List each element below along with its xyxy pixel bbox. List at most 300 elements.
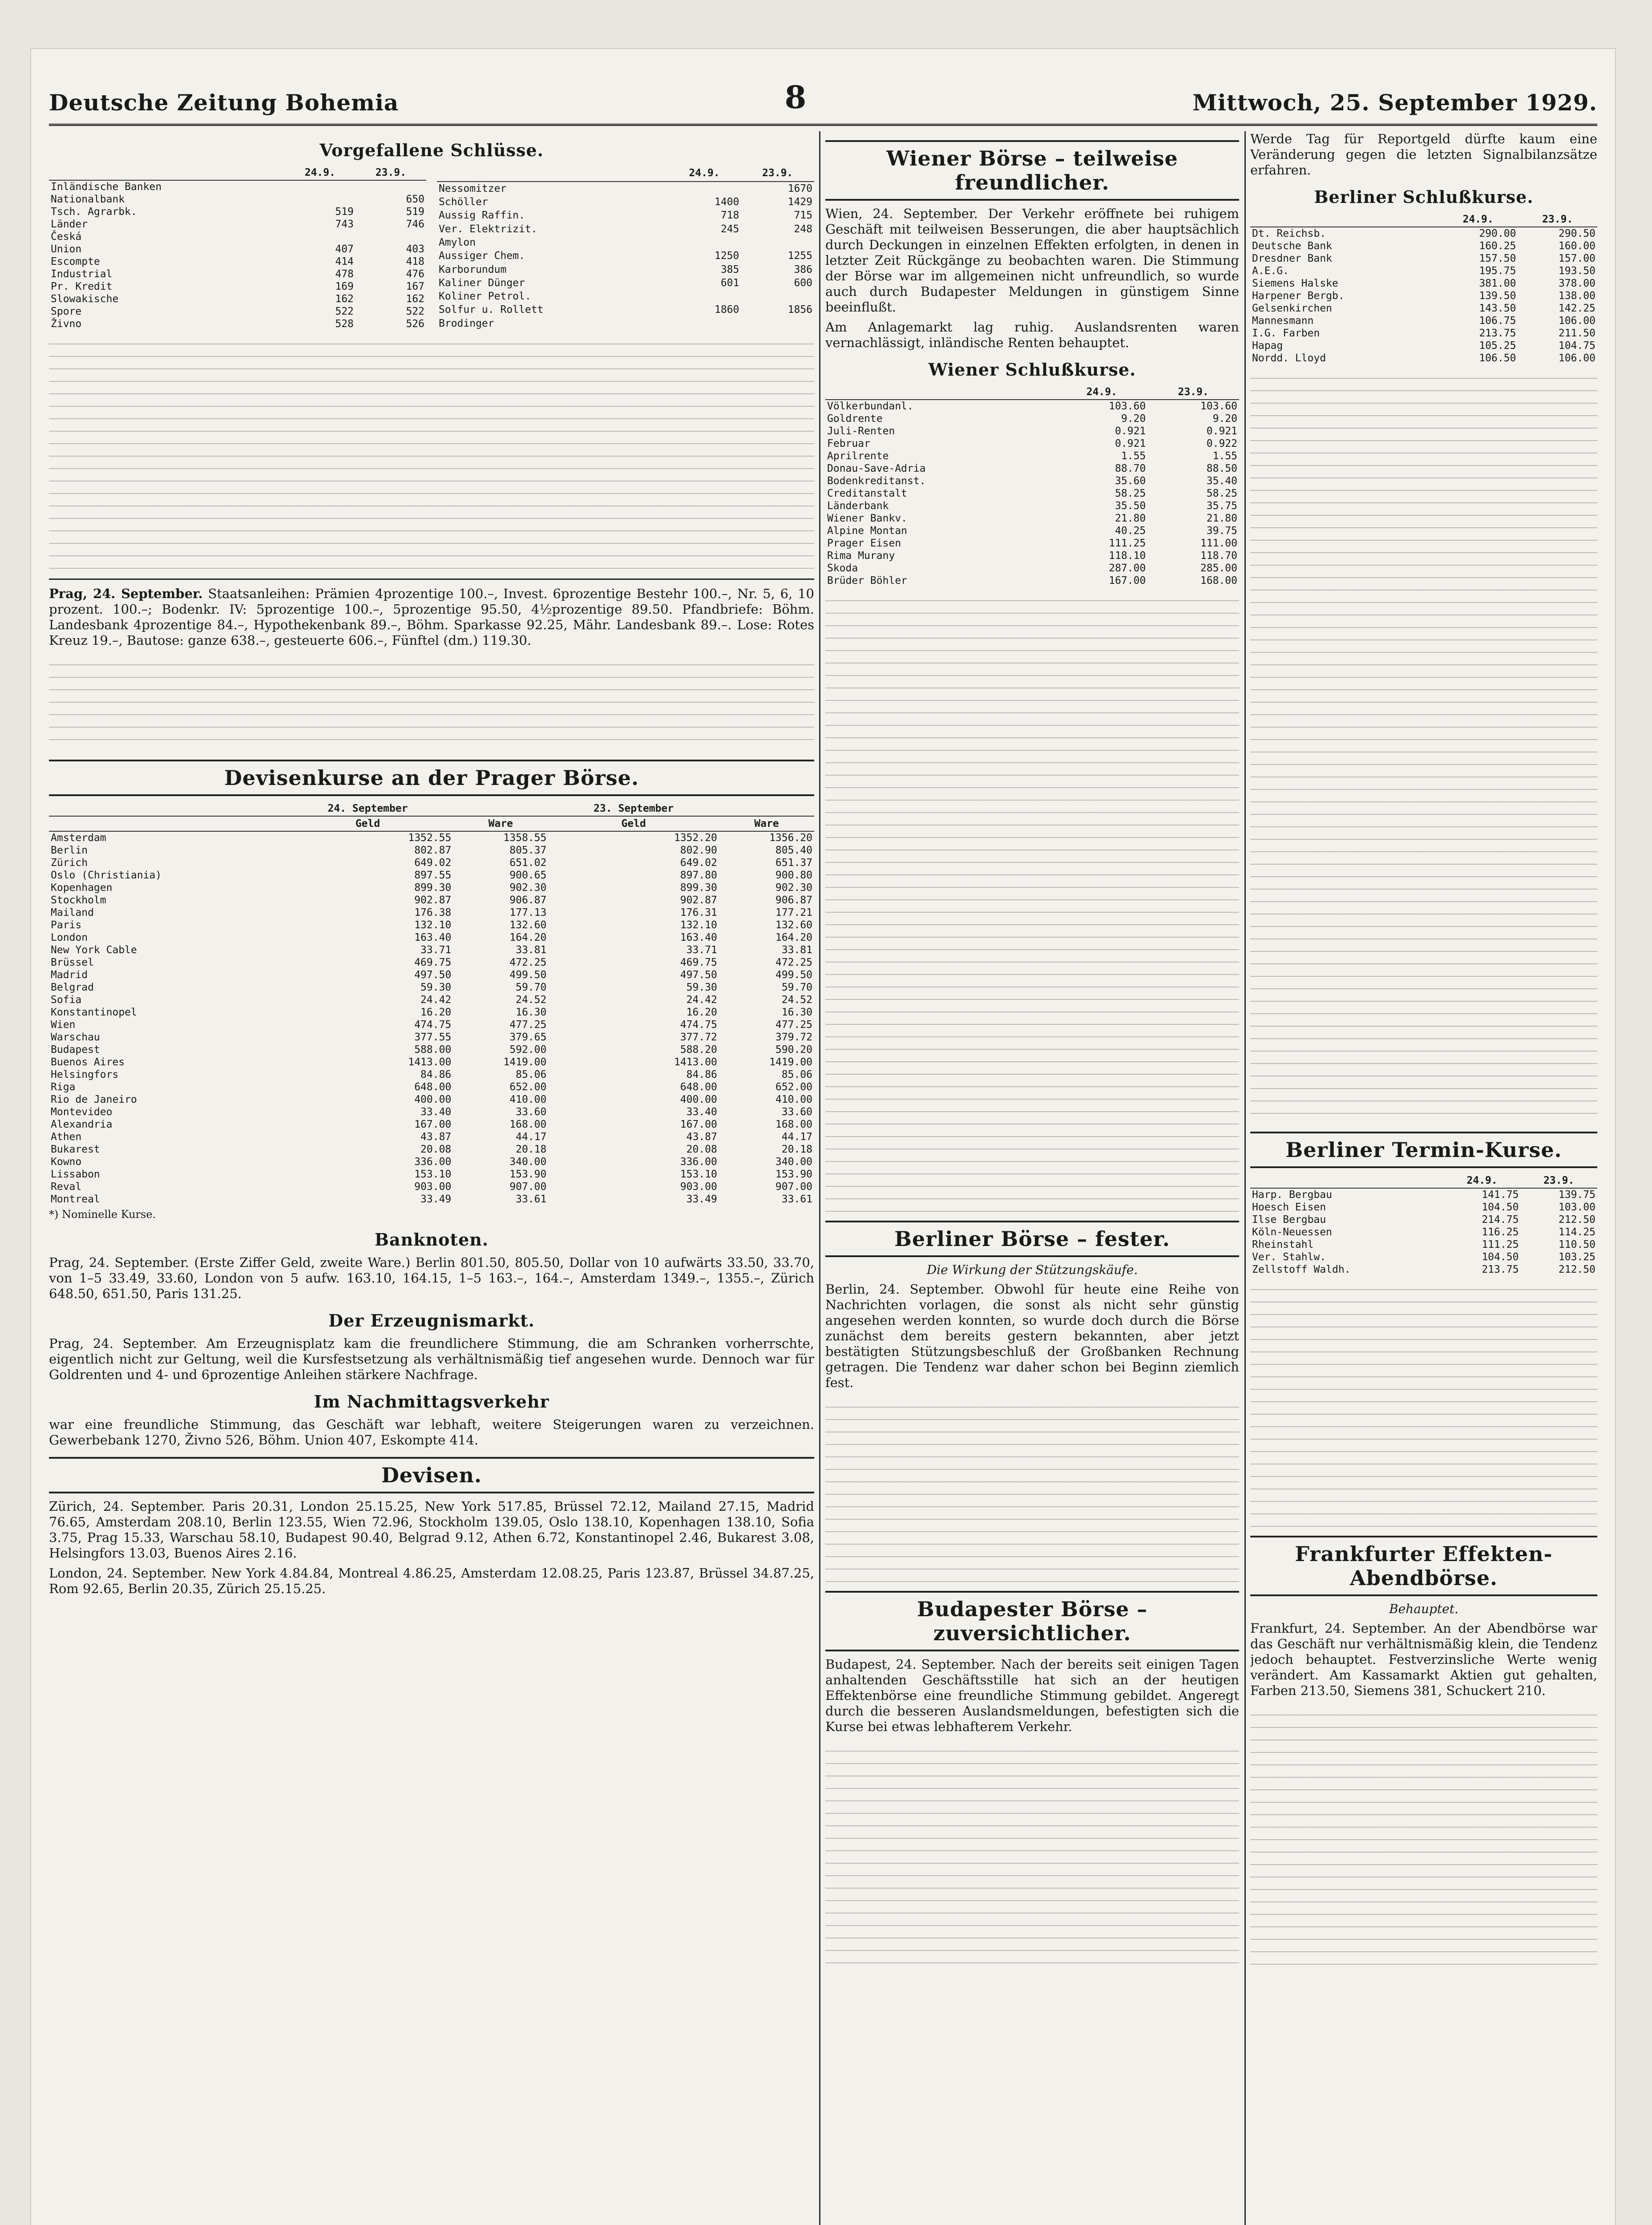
berlin-continued xyxy=(825,1395,1239,1582)
row-value: 24.52 xyxy=(516,994,547,1006)
row-value: 379.65 xyxy=(509,1032,547,1043)
row-value: 469.75 xyxy=(680,957,717,968)
row-value: 902.30 xyxy=(509,882,547,894)
table-row xyxy=(49,1019,814,1031)
table-row xyxy=(825,525,1239,537)
row-value: 58.25 xyxy=(1206,488,1237,499)
schluesse-tables xyxy=(49,166,814,330)
row-label: Rheinstahl xyxy=(1252,1239,1314,1250)
row-value: 477.25 xyxy=(775,1019,812,1031)
row-value: 715 xyxy=(794,210,812,222)
row-label: Harpener Bergb. xyxy=(1252,290,1345,302)
table-row xyxy=(49,1056,814,1068)
row-label: Madrid xyxy=(51,969,88,981)
nachmittag-title: Im Nachmittagsverkehr xyxy=(314,1392,549,1412)
row-label: Česká xyxy=(51,231,82,243)
row-value: 168.00 xyxy=(1200,575,1237,587)
column-1 xyxy=(49,131,814,2225)
row-value: 103.60 xyxy=(1109,400,1146,412)
row-label: Buenos Aires xyxy=(51,1056,125,1068)
row-value xyxy=(355,231,426,243)
schluesse-table-b xyxy=(437,166,814,330)
row-value: 59.30 xyxy=(686,982,717,993)
row-value: 153.10 xyxy=(680,1169,717,1180)
devisen2-title: Devisen. xyxy=(49,1457,814,1493)
row-value: 21.80 xyxy=(1115,513,1146,524)
row-label: A.E.G. xyxy=(1252,265,1289,277)
column-header xyxy=(825,385,1056,400)
column-header: 23. September xyxy=(548,801,719,816)
table-row xyxy=(49,1168,814,1181)
table-row xyxy=(437,195,814,209)
row-label: Ilse Bergbau xyxy=(1252,1214,1326,1226)
table-row xyxy=(437,182,814,195)
table-row xyxy=(1250,1251,1597,1263)
table-row xyxy=(825,574,1239,587)
row-value: 651.37 xyxy=(775,857,812,869)
row-value: 906.87 xyxy=(775,894,812,906)
row-value: 33.49 xyxy=(420,1193,452,1205)
column-header xyxy=(719,801,814,816)
row-label: Ver. Stahlw. xyxy=(1252,1251,1326,1263)
row-value: 474.75 xyxy=(414,1019,452,1031)
row-label: Reval xyxy=(51,1181,82,1193)
row-label: Nordd. Lloyd xyxy=(1252,352,1326,364)
row-value: 0.921 xyxy=(1206,425,1237,437)
row-value: 24.42 xyxy=(686,994,717,1006)
row-value: 902.87 xyxy=(680,894,717,906)
row-value: 385 xyxy=(720,263,739,275)
row-value: 139.50 xyxy=(1479,290,1516,302)
row-value: 805.37 xyxy=(509,845,547,856)
table-header-row xyxy=(49,801,814,816)
row-value: 85.06 xyxy=(781,1069,812,1080)
columns xyxy=(49,131,1597,2225)
row-value: 33.40 xyxy=(420,1106,452,1118)
row-value: 213.75 xyxy=(1482,1264,1519,1275)
row-value: 167 xyxy=(406,281,424,292)
row-value: 519 xyxy=(335,206,354,218)
table-row xyxy=(49,318,426,330)
column-header: 24.9. xyxy=(1056,385,1148,400)
row-value: 35.75 xyxy=(1206,500,1237,512)
london-text: London, 24. September. New York 4.84.84, Montreal 4.86.25, Amsterdam 12.08.25, Paris 123.87, Brüssel 34.87.25, Rom 92.65, Berlin 20.35, Zürich 25.15.25. xyxy=(49,1566,814,1596)
row-value: 111.00 xyxy=(1200,538,1237,549)
table-row xyxy=(49,268,426,280)
row-value: 472.25 xyxy=(509,957,547,968)
devisen-title: Devisenkurse an der Prager Börse. xyxy=(49,760,814,796)
row-value: 164.20 xyxy=(775,932,812,943)
row-value: 106.50 xyxy=(1479,352,1516,364)
row-value: 718 xyxy=(720,210,739,222)
table-row xyxy=(49,882,814,894)
row-value: 802.90 xyxy=(680,845,717,856)
frankfurt-text: Frankfurt, 24. September. An der Abendbörse war das Geschäft nur verhältnismäßig klein, die Tendenz jedoch behauptet. Festverzinsliche Werte wenig verändert. Am Kassamarkt Aktien gut gehalten, Farben 213.50, Siemens 381, Schuckert 210. xyxy=(1250,1621,1597,1698)
table-row xyxy=(1250,1238,1597,1251)
masthead xyxy=(49,80,1597,126)
column-rule xyxy=(819,131,820,2225)
row-value: 105.25 xyxy=(1479,340,1516,352)
budapest-title: Budapester Börse – zuversichtlicher. xyxy=(825,1591,1239,1651)
table-row xyxy=(1250,1188,1597,1201)
row-value: 114.25 xyxy=(1558,1226,1595,1238)
table-row xyxy=(1250,1263,1597,1276)
table-row xyxy=(825,475,1239,487)
row-value: 900.80 xyxy=(775,870,812,881)
termin-title: Berliner Termin-Kurse. xyxy=(1250,1132,1597,1168)
row-value xyxy=(741,317,814,330)
table-row xyxy=(49,831,814,844)
row-value xyxy=(285,193,355,206)
divider xyxy=(49,578,814,580)
table-header-row xyxy=(825,385,1239,400)
row-label: Wien xyxy=(51,1019,76,1031)
table-row xyxy=(825,550,1239,562)
row-value: 193.50 xyxy=(1558,265,1595,277)
table-row xyxy=(1250,1226,1597,1238)
row-value: 168.00 xyxy=(509,1119,547,1130)
row-label: New York Cable xyxy=(51,944,137,956)
row-label: Aprilrente xyxy=(827,450,889,462)
row-value: 162 xyxy=(335,293,354,305)
table-row xyxy=(49,218,426,231)
table-row xyxy=(49,231,426,243)
row-value: 153.10 xyxy=(414,1169,452,1180)
row-value: 33.49 xyxy=(686,1193,717,1205)
column-3 xyxy=(1250,131,1597,2225)
row-value: 902.30 xyxy=(775,882,812,894)
table-row xyxy=(49,956,814,969)
row-value: 478 xyxy=(335,268,354,280)
row-value: 106.75 xyxy=(1479,315,1516,327)
row-value: 340.00 xyxy=(509,1156,547,1168)
table-row xyxy=(49,1143,814,1156)
column-subheader xyxy=(49,816,283,831)
row-value xyxy=(668,317,741,330)
row-value: 118.10 xyxy=(1109,550,1146,562)
row-value: 167.00 xyxy=(414,1119,452,1130)
wien-title: Wiener Börse – teilweise freundlicher. xyxy=(825,140,1239,201)
row-value: 386 xyxy=(794,263,812,275)
row-value: 118.70 xyxy=(1200,550,1237,562)
column-header xyxy=(1250,1173,1444,1188)
row-value: 103.25 xyxy=(1558,1251,1595,1263)
row-label: Escompte xyxy=(51,256,100,267)
table-row xyxy=(437,249,814,263)
column-subheader: Geld xyxy=(548,816,719,831)
table-row xyxy=(825,500,1239,512)
row-value: 899.30 xyxy=(680,882,717,894)
row-value: 1352.55 xyxy=(408,832,452,844)
row-value: 132.10 xyxy=(680,919,717,931)
row-value: 526 xyxy=(406,318,424,330)
row-value: 164.20 xyxy=(509,932,547,943)
row-value: 588.20 xyxy=(680,1044,717,1056)
table-row xyxy=(1250,1214,1597,1226)
row-label: Harp. Bergbau xyxy=(1252,1189,1333,1201)
table-row xyxy=(1250,265,1597,277)
table-row xyxy=(49,1031,814,1044)
row-value: 648.00 xyxy=(680,1081,717,1093)
row-label: Helsingfors xyxy=(51,1069,119,1080)
table-row xyxy=(49,1081,814,1093)
row-value: 290.00 xyxy=(1479,228,1516,239)
column-header xyxy=(437,166,668,182)
row-value: 33.81 xyxy=(781,944,812,956)
row-value: 33.61 xyxy=(781,1193,812,1205)
row-value: 899.30 xyxy=(414,882,452,894)
row-value: 902.87 xyxy=(414,894,452,906)
table-header-row xyxy=(49,166,426,180)
row-value: 163.40 xyxy=(680,932,717,943)
table-row xyxy=(49,869,814,882)
table-row xyxy=(437,222,814,236)
row-label: Kopenhagen xyxy=(51,882,113,894)
prague-continued xyxy=(49,653,814,751)
row-label: Hapag xyxy=(1252,340,1283,352)
newspaper-page xyxy=(31,49,1615,2225)
row-value: 1356.20 xyxy=(769,832,812,844)
row-label: Wiener Bankv. xyxy=(827,513,908,524)
row-value: 290.50 xyxy=(1558,228,1595,239)
table-row xyxy=(49,857,814,869)
table-row xyxy=(437,290,814,303)
row-value xyxy=(668,182,741,195)
row-value: 245 xyxy=(720,223,739,235)
row-value: 16.30 xyxy=(781,1007,812,1018)
row-value: 153.90 xyxy=(509,1169,547,1180)
row-value: 652.00 xyxy=(775,1081,812,1093)
row-label: Länderbank xyxy=(827,500,889,512)
row-value: 9.20 xyxy=(1212,413,1237,425)
row-label: Zürich xyxy=(51,857,88,869)
row-label: Zellstoff Waldh. xyxy=(1252,1264,1351,1275)
row-label: Februar xyxy=(827,438,870,449)
table-row xyxy=(49,919,814,931)
row-label: Brüder Böhler xyxy=(827,575,908,587)
column-header: 23.9. xyxy=(1520,1173,1597,1188)
row-value: 340.00 xyxy=(775,1156,812,1168)
table-row xyxy=(825,450,1239,462)
table-row xyxy=(437,276,814,290)
row-value: 336.00 xyxy=(680,1156,717,1168)
wien-schlusskurse-table xyxy=(825,385,1239,587)
row-value: 248 xyxy=(794,223,812,235)
row-value: 43.87 xyxy=(686,1131,717,1143)
row-value: 39.75 xyxy=(1206,525,1237,537)
row-value: 900.65 xyxy=(509,870,547,881)
table-row xyxy=(49,944,814,956)
table-row xyxy=(1250,1201,1597,1214)
row-value: 103.60 xyxy=(1200,400,1237,412)
row-value: 601 xyxy=(720,277,739,289)
row-value: 33.40 xyxy=(686,1106,717,1118)
table-row xyxy=(1250,315,1597,327)
row-value xyxy=(285,231,355,243)
row-value: 588.00 xyxy=(414,1044,452,1056)
banknoten-text: Prag, 24. September. (Erste Ziffer Geld, zweite Ware.) Berlin 801.50, 805.50, Dollar von 10 aufwärts 33.50, 33.70, von 1–5 33.49, 33.60, London von 5 aufw. 163.10, 164.15, 1–5 163.–, 164.–, Amsterdam 1349.–, 1355.–, Zürich 648.50, 651.50, Paris 131.25. xyxy=(49,1255,814,1301)
table-row xyxy=(825,437,1239,450)
row-label: Rima Murany xyxy=(827,550,895,562)
row-value: 499.50 xyxy=(775,969,812,981)
row-label: Alexandria xyxy=(51,1119,113,1130)
row-value: 377.55 xyxy=(414,1032,452,1043)
column-header xyxy=(453,801,548,816)
table-row xyxy=(49,1193,814,1206)
row-value: 469.75 xyxy=(414,957,452,968)
row-label: Kaliner Dünger xyxy=(439,277,525,289)
row-label: Prager Eisen xyxy=(827,538,901,549)
row-value: 195.75 xyxy=(1479,265,1516,277)
row-value: 651.02 xyxy=(509,857,547,869)
row-label: Inländische Banken xyxy=(51,181,162,193)
budapest-text: Budapest, 24. September. Nach der bereits seit einigen Tagen anhaltenden Geschäftsstille hat sich an der heutigen Effektenbörse eine freundliche Stimmung gebildet. Angeregt durch die besseren Auslandsmeldungen, befestigten sich die Kurse bei etwas lebhafterem Verkehr. xyxy=(825,1657,1239,1734)
row-value: 418 xyxy=(406,256,424,267)
row-label: Bukarest xyxy=(51,1144,100,1155)
erzeugnis-text: Prag, 24. September. Am Erzeugnisplatz kam die freundlichere Stimmung, die am Schranken vorherrschte, eigentlich nicht zur Geltung, weil die Kursfestsetzung als verhältnismäßig tief angesehen wurde. Dennoch war für Goldrenten und 4- und 6prozentige Anleihen stärkere Nachfrage. xyxy=(49,1336,814,1382)
table-row xyxy=(1250,352,1597,364)
row-label: Goldrente xyxy=(827,413,883,425)
row-value: 336.00 xyxy=(414,1156,452,1168)
devisen-table xyxy=(49,801,814,1206)
row-label: Hoesch Eisen xyxy=(1252,1202,1326,1213)
berlin-title: Berliner Börse – fester. xyxy=(825,1221,1239,1257)
row-value: 163.40 xyxy=(414,932,452,943)
row-value: 652.00 xyxy=(509,1081,547,1093)
row-value: 160.00 xyxy=(1558,240,1595,252)
row-value: 649.02 xyxy=(680,857,717,869)
row-value xyxy=(668,236,741,249)
row-value: 139.75 xyxy=(1558,1189,1595,1201)
row-label: Aussiger Chem. xyxy=(439,250,525,262)
column-header: 24. September xyxy=(283,801,453,816)
prague-report xyxy=(49,586,814,648)
row-value: 35.40 xyxy=(1206,475,1237,487)
table-row xyxy=(49,1156,814,1168)
table-row xyxy=(437,303,814,316)
table-row xyxy=(49,243,426,255)
row-value: 9.20 xyxy=(1121,413,1146,425)
table-row xyxy=(825,562,1239,574)
row-value: 211.50 xyxy=(1558,328,1595,339)
column-header: 24.9. xyxy=(285,166,355,180)
schlusskurse-title: Wiener Schlußkurse. xyxy=(928,360,1136,380)
row-label: Slowakische xyxy=(51,293,119,305)
row-value xyxy=(741,290,814,303)
row-label: Spore xyxy=(51,306,82,317)
col3-intro: Werde Tag für Reportgeld dürfte kaum eine Veränderung gegen die letzten Signalbilanzsätze erfahren. xyxy=(1250,131,1597,178)
row-value: 1670 xyxy=(788,182,812,194)
row-value: 111.25 xyxy=(1482,1239,1519,1250)
row-label: Amsterdam xyxy=(51,832,106,844)
table-row xyxy=(49,844,814,857)
row-value: 1419.00 xyxy=(503,1056,547,1068)
row-value: 59.30 xyxy=(420,982,452,993)
row-value: 20.08 xyxy=(420,1144,452,1155)
row-value: 20.18 xyxy=(781,1144,812,1155)
row-label: Berlin xyxy=(51,845,88,856)
row-value: 106.00 xyxy=(1558,352,1595,364)
row-value: 474.75 xyxy=(680,1019,717,1031)
row-value: 212.50 xyxy=(1558,1214,1595,1226)
row-value: 519 xyxy=(406,206,424,218)
devisen-note: *) Nominelle Kurse. xyxy=(49,1208,156,1221)
row-value: 1429 xyxy=(788,196,812,208)
row-value: 43.87 xyxy=(420,1131,452,1143)
column-2 xyxy=(825,131,1239,2225)
table-row xyxy=(49,894,814,906)
row-value: 168.00 xyxy=(775,1119,812,1130)
row-value: 805.40 xyxy=(775,845,812,856)
row-value: 40.25 xyxy=(1115,525,1146,537)
row-value: 1358.55 xyxy=(503,832,547,844)
nachmittag-text: war eine freundliche Stimmung, das Geschäft war lebhaft, weitere Steigerungen waren zu verzeichnen. Gewerbebank 1270, Živno 526, Böhm. Union 407, Eskompte 414. xyxy=(49,1417,814,1448)
row-label: Deutsche Bank xyxy=(1252,240,1333,252)
row-value: 403 xyxy=(406,243,424,255)
row-value: 1255 xyxy=(788,250,812,262)
table-row xyxy=(49,206,426,218)
row-label: Oslo (Christiania) xyxy=(51,870,162,881)
row-value: 167.00 xyxy=(680,1119,717,1130)
table-row xyxy=(49,280,426,293)
frankfurt-title: Frankfurter Effekten-Abendbörse. xyxy=(1250,1536,1597,1596)
row-value: 522 xyxy=(335,306,354,317)
row-value: 590.20 xyxy=(775,1044,812,1056)
row-value: 802.87 xyxy=(414,845,452,856)
row-value: 381.00 xyxy=(1479,278,1516,289)
row-label: Rio de Janeiro xyxy=(51,1094,137,1105)
row-value: 58.25 xyxy=(1115,488,1146,499)
prague-text: Staatsanleihen: Prämien 4prozentige 100.–, Invest. 6prozentige Bestehr 100.–, Nr. 5, 6, 10 prozent. 100.–; Bodenkr. IV: 5prozentige 100.–, 5prozentige 95.50, 4½prozentige 89.50. Pfandbriefe: Böhm. Landesbank 4prozentige 84.–, Hypothekenbank 89.–, Böhm. Sparkasse 92.25, Mähr. Landesbank 89.–. Lose: Rotes Kreuz 19.–, Bautose: ganze 638.–, gesteuerte 606.–, Fünftel (dm.) 119.30. xyxy=(49,586,814,648)
row-value: 897.55 xyxy=(414,870,452,881)
row-label: Stockholm xyxy=(51,894,106,906)
devisen2-text: Zürich, 24. September. Paris 20.31, London 25.15.25, New York 517.85, Brüssel 72.12, Mailand 27.15, Madrid 76.65, Amsterdam 208.10, Berlin 123.55, Wien 72.96, Stockholm 139.05, Oslo 138.10, Kopenhagen 138.10, Sofia 3.75, Prag 15.33, Warschau 58.10, Budapest 90.40, Belgrad 9.12, Athen 6.72, Konstantinopel 2.46, Bukarest 3.08, Helsingfors 13.03, Buenos Aires 2.16. xyxy=(49,1499,814,1561)
page-number: 8 xyxy=(784,79,807,116)
row-value: 104.50 xyxy=(1482,1251,1519,1263)
column-header xyxy=(1250,212,1438,227)
row-value: 212.50 xyxy=(1558,1264,1595,1275)
row-value: 1860 xyxy=(714,304,739,316)
row-value: 287.00 xyxy=(1109,562,1146,574)
column-header: 23.9. xyxy=(355,166,426,180)
berlin-schluss-title: Berliner Schlußkurse. xyxy=(1314,187,1534,207)
berlin-subtitle: Die Wirkung der Stützungskäufe. xyxy=(926,1262,1138,1277)
row-value: 907.00 xyxy=(775,1181,812,1193)
table-row xyxy=(49,305,426,318)
row-value: 600 xyxy=(794,277,812,289)
row-label: Creditanstalt xyxy=(827,488,908,499)
table-row xyxy=(825,400,1239,413)
row-label: Aussig Raffin. xyxy=(439,210,525,222)
row-label: Dresdner Bank xyxy=(1252,253,1333,264)
row-value: 400.00 xyxy=(680,1094,717,1105)
row-value: 169 xyxy=(335,281,354,292)
row-value: 44.17 xyxy=(781,1131,812,1143)
row-value: 1.55 xyxy=(1121,450,1146,462)
row-value: 132.10 xyxy=(414,919,452,931)
row-value: 84.86 xyxy=(686,1069,717,1080)
row-value: 213.75 xyxy=(1479,328,1516,339)
row-value: 103.00 xyxy=(1558,1202,1595,1213)
column-header: 24.9. xyxy=(668,166,741,182)
row-value: 33.81 xyxy=(516,944,547,956)
row-value: 85.06 xyxy=(516,1069,547,1080)
row-value: 20.18 xyxy=(516,1144,547,1155)
table-row xyxy=(1250,327,1597,340)
row-label: Athen xyxy=(51,1131,82,1143)
row-label: Union xyxy=(51,243,82,255)
row-label: Tsch. Agrarbk. xyxy=(51,206,137,218)
